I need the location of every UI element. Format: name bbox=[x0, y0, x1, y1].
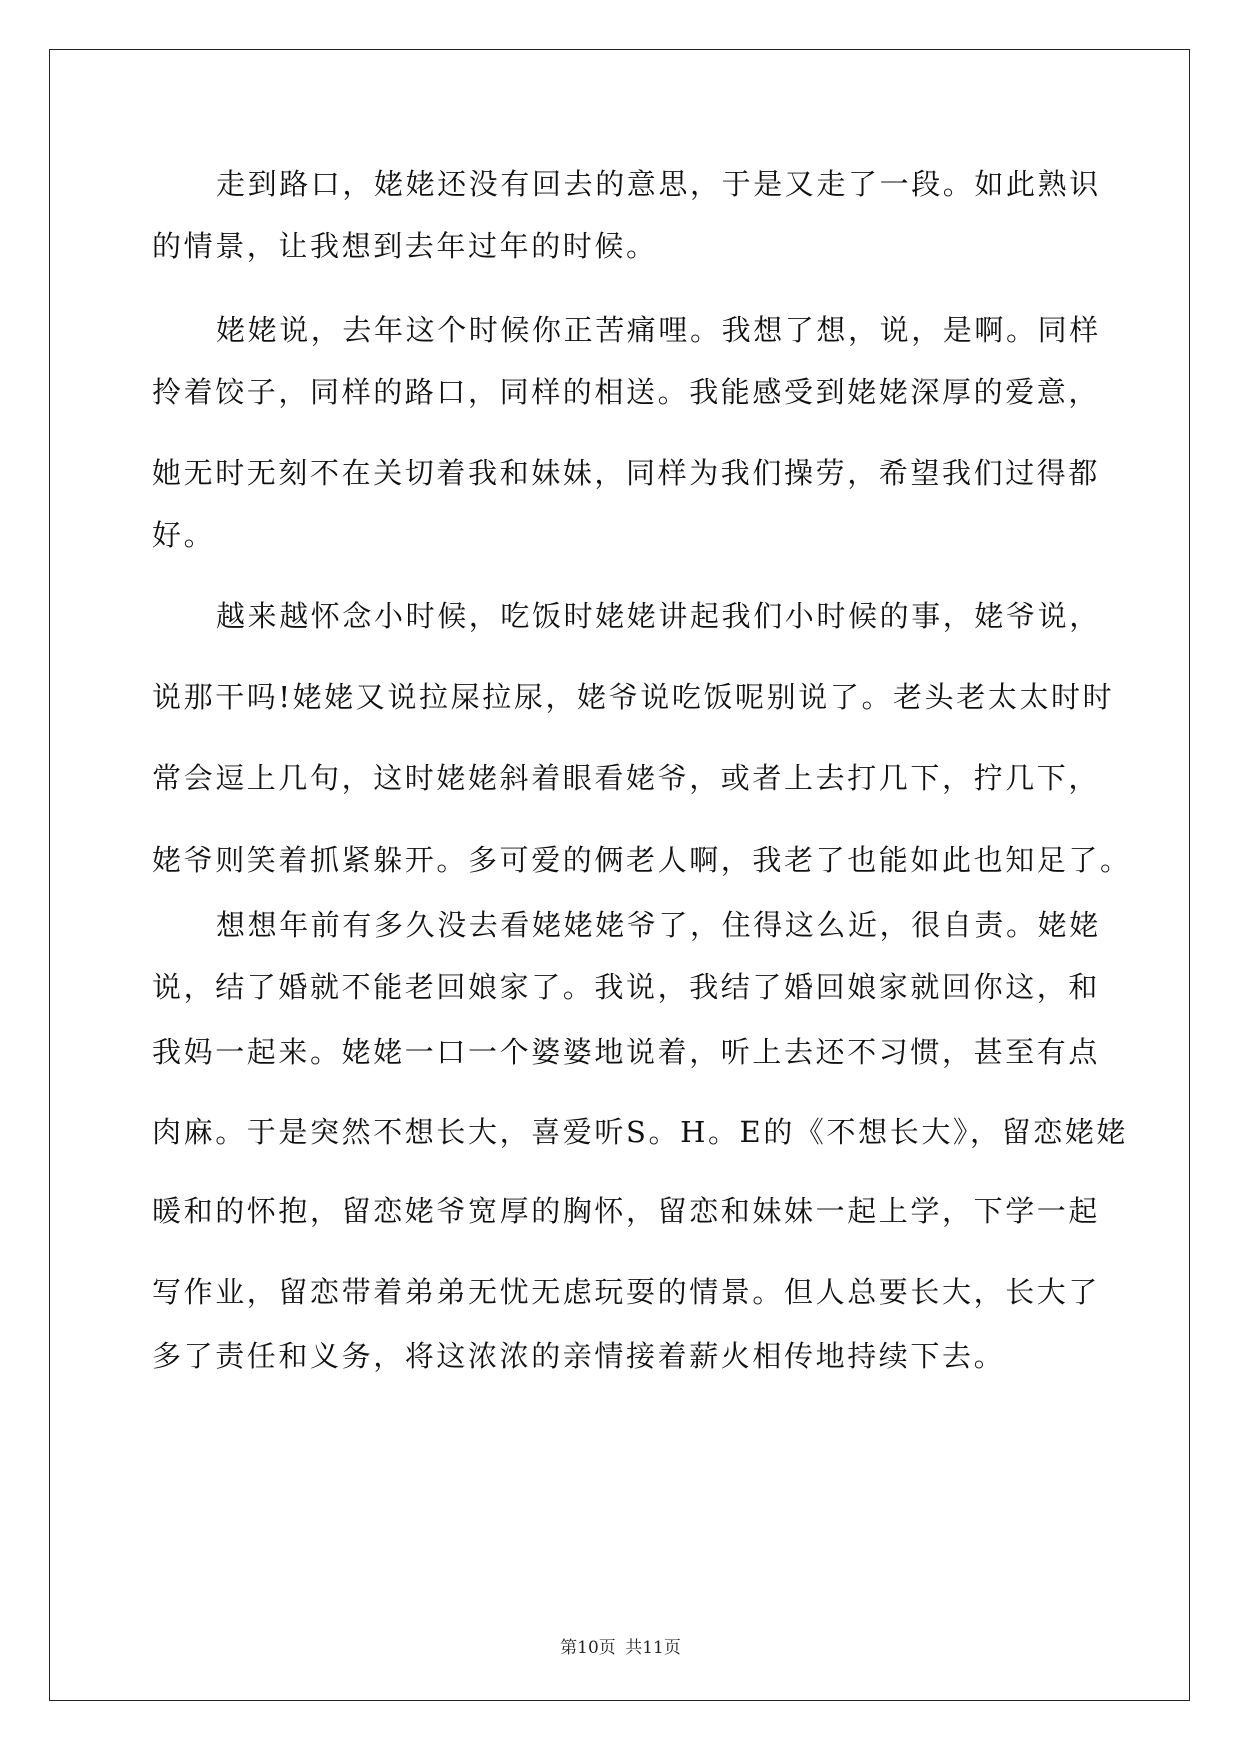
page-footer bbox=[0, 1637, 1241, 1659]
page-number: 第10页 bbox=[560, 1638, 616, 1658]
paragraph-2-line-2: 拎着饺子，同样的路口，同样的相送。我能感受到姥姥深厚的爱意， bbox=[152, 375, 1101, 409]
page-total: 共11页 bbox=[625, 1638, 681, 1658]
paragraph-1-line-1: 走到路口，姥姥还没有回去的意思，于是又走了一段。如此熟识 bbox=[216, 167, 1101, 201]
paragraph-3-line-4: 姥爷则笑着抓紧躲开。多可爱的俩老人啊，我老了也能如此也知足了。 bbox=[152, 843, 1132, 877]
paragraph-3-line-1: 越来越怀念小时候，吃饭时姥姥讲起我们小时候的事，姥爷说， bbox=[216, 599, 1101, 633]
paragraph-4-line-1: 想想年前有多久没去看姥姥姥爷了，住得这么近，很自责。姥姥 bbox=[216, 908, 1101, 942]
paragraph-3-line-3: 常会逗上几句，这时姥姥斜着眼看姥爷，或者上去打几下，拧几下， bbox=[152, 761, 1101, 795]
paragraph-4-line-2: 说，结了婚就不能老回娘家了。我说，我结了婚回娘家就回你这，和 bbox=[152, 970, 1101, 1004]
paragraph-2-line-1: 姥姥说，去年这个时候你正苦痛哩。我想了想，说，是啊。同样 bbox=[216, 313, 1101, 347]
paragraph-4-line-7: 多了责任和义务，将这浓浓的亲情接着薪火相传地持续下去。 bbox=[152, 1339, 1006, 1373]
paragraph-2-line-4: 好。 bbox=[152, 518, 216, 552]
paragraph-3-line-2: 说那干吗!姥姥又说拉屎拉尿，姥爷说吃饭呢别说了。老头老太太时时 bbox=[152, 680, 1115, 714]
paragraph-4-line-4: 肉麻。于是突然不想长大，喜爱听S。H。E的《不想长大》，留恋姥姥 bbox=[152, 1115, 1129, 1149]
paragraph-1-line-2: 的情景，让我想到去年过年的时候。 bbox=[152, 229, 658, 263]
paragraph-4-line-6: 写作业，留恋带着弟弟无忧无虑玩耍的情景。但人总要长大，长大了 bbox=[152, 1275, 1101, 1309]
paragraph-4-line-5: 暖和的怀抱，留恋姥爷宽厚的胸怀，留恋和妹妹一起上学，下学一起 bbox=[152, 1194, 1101, 1228]
paragraph-2-line-3: 她无时无刻不在关切着我和妹妹，同样为我们操劳，希望我们过得都 bbox=[152, 456, 1101, 490]
paragraph-4-line-3: 我妈一起来。姥姥一口一个婆婆地说着，听上去还不习惯，甚至有点 bbox=[152, 1035, 1101, 1069]
